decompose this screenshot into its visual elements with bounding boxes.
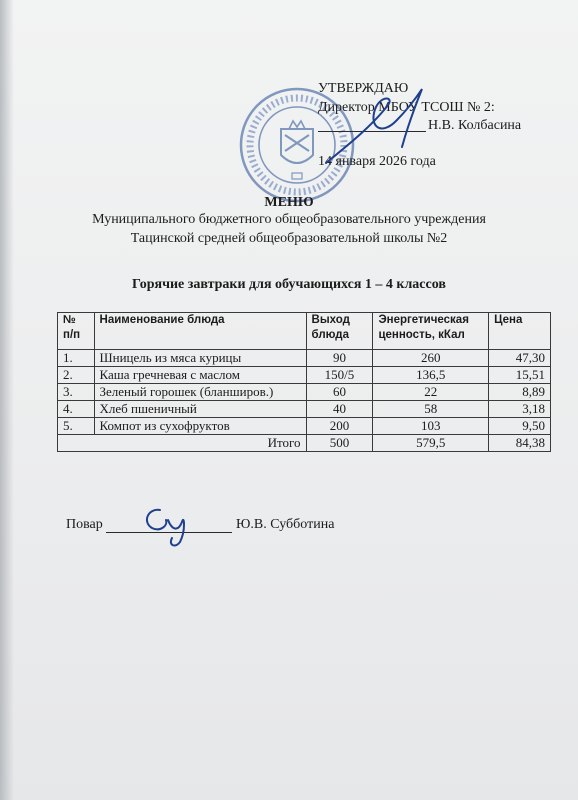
table-row	[58, 384, 551, 401]
dish-price: 8,89	[489, 384, 551, 401]
dish-energy: 22	[373, 384, 489, 401]
header-energy: Энергетическая ценность, кКал	[373, 313, 489, 350]
page-edge-shadow	[0, 0, 14, 800]
table-row	[58, 401, 551, 418]
table-row	[58, 350, 551, 367]
document-title: МЕНЮ	[264, 195, 314, 210]
dish-name: Компот из сухофруктов	[94, 418, 306, 435]
dish-price: 47,30	[489, 350, 551, 367]
dish-name: Зеленый горошек (бланширов.)	[94, 384, 306, 401]
director-signature-icon	[318, 85, 438, 175]
cook-label: Повар	[66, 517, 103, 532]
header-output: Выход блюда	[306, 313, 373, 350]
dish-output: 90	[306, 350, 373, 367]
dish-price: 15,51	[489, 367, 551, 384]
organization-line-2: Тацинской средней общеобразовательной школы №2	[130, 231, 448, 246]
header-dish: Наименование блюда	[94, 313, 306, 350]
row-number: 4.	[58, 401, 95, 418]
dish-name: Хлеб пшеничный	[94, 401, 306, 418]
total-label: Итого	[58, 435, 307, 452]
table-row	[58, 418, 551, 435]
table-header-row	[58, 313, 551, 350]
dish-output: 60	[306, 384, 373, 401]
dish-energy: 136,5	[373, 367, 489, 384]
approval-heading: УТВЕРЖДАЮ	[318, 81, 409, 96]
dish-name: Каша гречневая с маслом	[94, 367, 306, 384]
row-number: 5.	[58, 418, 95, 435]
dish-output: 150/5	[306, 367, 373, 384]
dish-output: 40	[306, 401, 373, 418]
organization-line-1: Муниципального бюджетного общеобразовательного учреждения	[92, 212, 486, 227]
approval-position: Директор МБОУ ТСОШ № 2:	[318, 100, 495, 115]
menu-subtitle: Горячие завтраки для обучающихся 1 – 4 классов	[132, 277, 446, 292]
header-number: № п/п	[58, 313, 95, 350]
director-name: Н.В. Колбасина	[428, 118, 522, 133]
total-energy: 579,5	[373, 435, 489, 452]
dish-price: 9,50	[489, 418, 551, 435]
dish-energy: 103	[373, 418, 489, 435]
cook-name: Ю.В. Субботина	[236, 517, 335, 532]
cook-signature-icon	[138, 500, 198, 550]
header-price: Цена	[489, 313, 551, 350]
total-output: 500	[306, 435, 373, 452]
table-total-row	[58, 435, 551, 452]
dish-price: 3,18	[489, 401, 551, 418]
total-price: 84,38	[489, 435, 551, 452]
dish-name: Шницель из мяса курицы	[94, 350, 306, 367]
row-number: 2.	[58, 367, 95, 384]
dish-energy: 58	[373, 401, 489, 418]
dish-output: 200	[306, 418, 373, 435]
approval-date: 14 января 2026 года	[318, 154, 436, 169]
menu-table	[57, 312, 551, 452]
dish-energy: 260	[373, 350, 489, 367]
row-number: 1.	[58, 350, 95, 367]
row-number: 3.	[58, 384, 95, 401]
table-row	[58, 367, 551, 384]
